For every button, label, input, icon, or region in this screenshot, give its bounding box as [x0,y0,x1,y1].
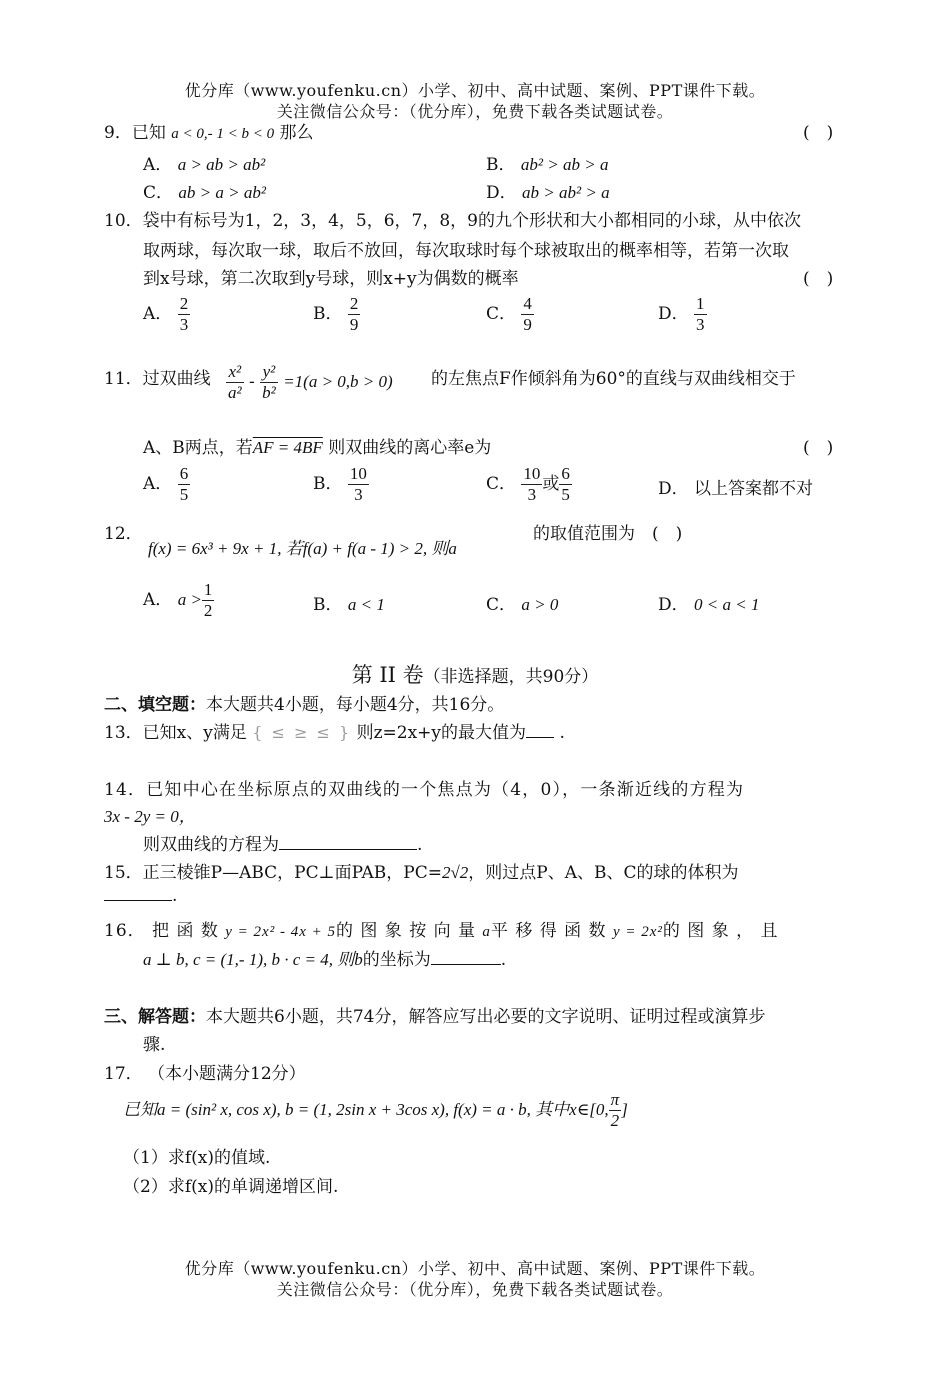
q14-line-1: 14．已知中心在坐标原点的双曲线的一个焦点为（4，0），一条渐近线的方程为 [104,780,745,800]
q11-prefix: 11．过双曲线 [104,369,211,389]
q11-option-c: C． $\frac{10}{3}$ 或 $\frac{6}{5}$ [486,464,570,504]
q16-line-1: 16． 把 函 数 y = 2x² - 4x + 5的 图 象 按 向 量 a平 移 得 函 数 y = 2x²的 图 象 ， 且 [104,921,779,941]
q12-number: 12． [104,524,143,544]
q10-line-3: 到x号球，第二次取到y号球，则x+y为偶数的概率 [143,269,519,289]
q11-answer-paren: ( ) [803,438,834,458]
q11-equation: $\frac{\text{x²}}{\text{a²}}$ - $\frac{\text{y²}}{\text{b²}}$ =1(a > 0,b > 0) [228,362,393,402]
q9-option-c: C． ab > a > ab² [143,183,266,203]
q16-line-2: a ⊥ b, c = (1,- 1), b · c = 4, 则b的坐标为 . [143,950,507,970]
question-9 [104,118,314,143]
q9-option-b: B． ab² > ab > a [486,155,609,175]
q11-text: 的左焦点F作倾斜角为60°的直线与双曲线相交于 [431,369,796,389]
q17-sub-1: （1）求f(x)的值域. [123,1148,271,1168]
q13-answer-blank [526,737,554,738]
q10-option-a: A． $\frac{2}{3}$ [143,294,189,334]
q10-option-d: D． $\frac{1}{3}$ [658,294,705,334]
q11-option-a: A． $\frac{6}{5}$ [143,464,189,504]
q12-option-b: B． a < 1 [313,595,385,615]
q15-answer-blank [104,900,172,901]
q9-option-d: D． ab > ab² > a [486,183,610,203]
q9-answer-paren: ( ) [803,123,834,143]
question-13: 13．已知x、y满足 { ≤ ≥ ≤ } 则z=2x+y的最大值为 . [104,723,565,743]
header-line-2: 关注微信公众号：（优分库），免费下载各类试题试卷。 [276,102,674,121]
part-3-heading-cont: 骤. [143,1035,166,1055]
q12-option-a: A． a > $\frac{1}{2}$ [143,580,213,620]
q14-equation: 3x - 2y = 0， [104,807,196,826]
q9-option-a: A． a > ab > ab² [143,155,266,175]
q17-sub-2: （2）求f(x)的单调递增区间. [123,1177,339,1197]
q12-tail: 的取值范围为 ( ) [533,524,683,544]
q10-line-2: 取两球，每次取一球，取后不放回，每次取球时每个球被取出的概率相等，若第一次取 [143,241,789,261]
footer-line-2: 关注微信公众号：（优分库），免费下载各类试题试卷。 [276,1280,674,1299]
q9-number: 9． [104,123,132,143]
q11-option-d: D． 以上答案都不对 [658,479,814,499]
q11-option-b: B． $\frac{10}{3}$ [313,464,367,504]
q15-answer-line: . [104,886,177,906]
header-line-1: 优分库（www.youfenku.cn）小学、初中、高中试题、案例、PPT课件下载。 [184,81,766,100]
q9-text: 已知 [131,123,166,143]
part-3-heading: 三、解答题：本大题共6小题，共74分，解答应写出必要的文字说明、证明过程或演算步 [104,1007,766,1027]
q9-tail: 那么 [279,123,314,143]
q17-title: 17． （本小题满分12分） [104,1064,306,1084]
q12-option-c: C． a > 0 [486,595,559,615]
section-2-title: 第 II 卷（非选择题，共90分） [351,663,599,687]
part-2-heading: 二、填空题：本大题共4小题，每小题4分，共16分。 [104,695,505,715]
q17-given: 已知a = (sin² x, cos x), b = (1, 2sin x + 3cos x), f(x) = a · b, 其中x∈[0, $\frac{\pi}{2}$ ] [123,1090,628,1130]
q12-option-d: D． 0 < a < 1 [658,595,760,615]
footer-line-1: 优分库（www.youfenku.cn）小学、初中、高中试题、案例、PPT课件下载。 [184,1259,766,1278]
q14-line-3: 则双曲线的方程为 . [143,835,423,855]
q10-option-b: B． $\frac{2}{9}$ [313,294,359,334]
q10-answer-paren: ( ) [803,269,834,289]
q12-expression: f(x) = 6x³ + 9x + 1, 若f(a) + f(a - 1) > 2, 则a [148,539,457,558]
q11-line-2: A、B两点，若AF = 4BF 则双曲线的离心率e为 [143,438,492,458]
q9-condition: a < 0,- 1 < b < 0 [171,126,275,142]
q10-option-c: C． $\frac{4}{9}$ [486,294,532,334]
q16-answer-blank [431,964,501,965]
q14-answer-blank [279,849,417,850]
q13-constraint-system: { ≤ ≥ ≤ } [252,723,352,742]
q10-line-1: 10．袋中有标号为1，2，3，4，5，6，7，8，9的九个形状和大小都相同的小球，从中依次 [104,211,801,231]
question-15: 15．正三棱锥P—ABC，PC⊥面PAB，PC=2√2，则过点P、A、B、C的球的体积为 [104,863,739,883]
